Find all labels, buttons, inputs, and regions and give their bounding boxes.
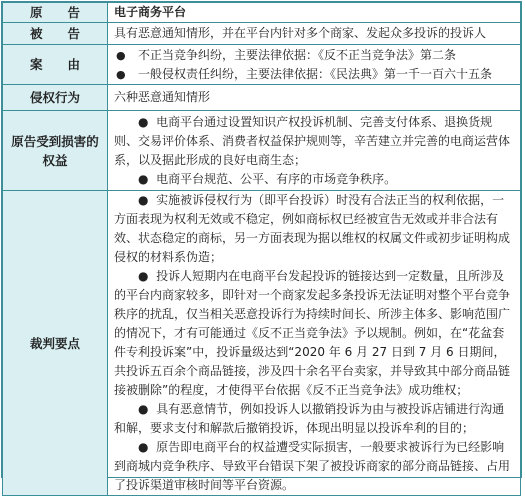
row-plaintiff <box>3 3 521 23</box>
label-cause: 案 由 <box>3 45 108 85</box>
value-judgment-points <box>108 191 521 496</box>
label-defendant: 被 告 <box>3 23 108 45</box>
label-judgment-points: 裁判要点 <box>3 191 108 496</box>
list-item-text: 一般侵权责任纠纷，主要法律依据：《民法典》第一千一百六十五条 <box>138 66 493 81</box>
row-damaged-rights <box>3 111 521 191</box>
list-item-text: 具有恶意情节，例如投诉人以撤销投诉为由与被投诉店铺进行沟通和解，要求支付和解款后撤销投诉，体现出明显以投诉牟利的目的； <box>114 402 505 435</box>
list-item <box>114 65 514 84</box>
list-item <box>114 267 514 400</box>
value-defendant: 具有恶意通知情形，并在平台内针对多个商家、发起众多投诉的投诉人 <box>108 23 521 45</box>
bullet-icon: ● <box>138 440 157 454</box>
bullet-icon: ● <box>138 402 157 416</box>
list-item-text: 投诉人短期内在电商平台发起投诉的链接达到一定数量，且所涉及的平台内商家较多，即针对一个商家发起多条投诉无法证明对整个平台竞争秩序的扰乱，仅当相关恶意投诉行为持续时间长、所涉主体多、影响范围广的情况下，才有可能通过《反不正当竞争法》予以规制。例如，在“花盆套件专利投诉案”中，投诉量级达到“2020 年 6 月 27 日到 7 月 6 日期间，共投诉五百余个商品链接，涉及四十余名平台卖家，并导致其中部分商品链接被删除”的程度，才使得平台依据《反不正当竞争法》成功维权； <box>114 269 511 397</box>
list-item-text: 不正当竞争纠纷，主要法律依据：《反不正当竞争法》第二条 <box>138 47 457 62</box>
value-infringement: 六种恶意通知情形 <box>108 85 521 111</box>
value-plaintiff: 电子商务平台 <box>108 3 521 23</box>
list-item-text: 电商平台通过设置知识产权投诉机制、完善支付体系、退换货规则、交易评价体系、消费者权益保护规则等，辛苦建立并完善的电商运营体系，以及据此形成的良好电商生态； <box>114 114 511 167</box>
list-item <box>114 113 514 170</box>
row-defendant <box>3 23 521 45</box>
bullet-icon: ● <box>116 67 126 81</box>
list-item <box>114 170 514 189</box>
bullet-icon: ● <box>138 193 157 207</box>
row-judgment-points <box>3 191 521 496</box>
bullet-icon: ● <box>138 114 157 129</box>
label-infringement: 侵权行为 <box>3 85 108 111</box>
list-item-text: 实施被诉侵权行为（即平台投诉）时没有合法正当的权利依据，一方面表现为权利无效或不稳定，例如商标权已经被宣告无效或并非合法有效、状态稳定的商标，另一方面表现为据以维权的权属文件或初步证明构成侵权的材料系伪造； <box>114 193 511 264</box>
list-item <box>114 191 514 267</box>
label-damaged-rights: 原告受到损害的权益 <box>3 111 108 191</box>
value-damaged-rights <box>108 111 521 191</box>
list-item <box>114 438 514 495</box>
row-cause <box>3 45 521 85</box>
bullet-icon: ● <box>116 48 126 62</box>
bullet-icon: ● <box>138 269 157 283</box>
value-cause <box>108 45 521 85</box>
list-item <box>114 400 514 438</box>
label-plaintiff: 原 告 <box>3 3 108 23</box>
case-summary-table <box>2 2 521 496</box>
bullet-icon: ● <box>138 171 157 186</box>
list-item-text: 原告即电商平台的权益遭受实际损害，一般要求被诉行为已经影响到商城内竞争秩序、导致平台错误下架了被投诉商家的部分商品链接、占用了投诉渠道审核时间等平台资源。 <box>114 440 511 492</box>
list-item-text: 电商平台规范、公平、有序的市场竞争秩序。 <box>156 171 397 186</box>
list-item <box>114 46 514 65</box>
row-infringement <box>3 85 521 111</box>
